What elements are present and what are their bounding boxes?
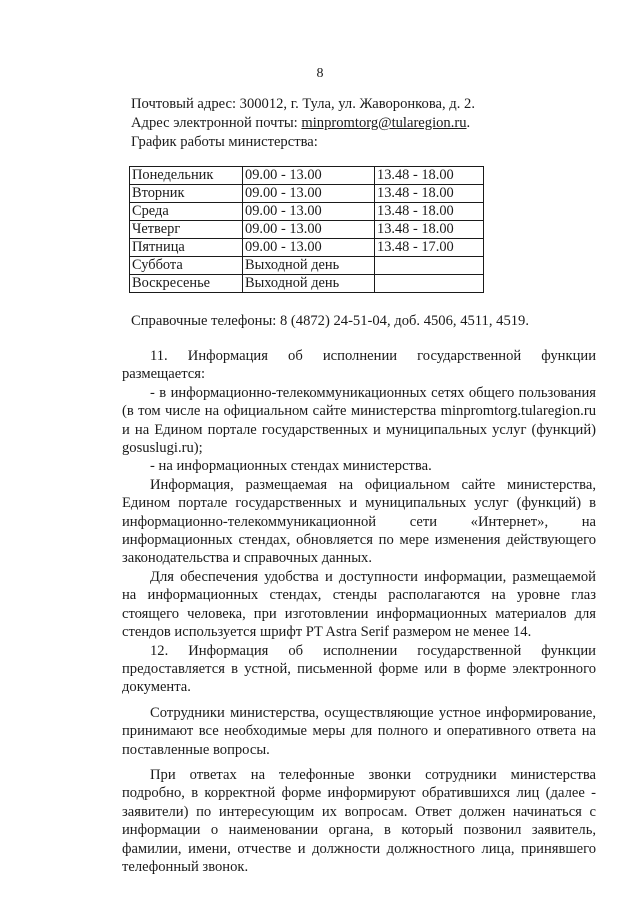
day-cell: Понедельник <box>130 167 243 185</box>
schedule-title: График работы министерства: <box>131 134 318 150</box>
morning-cell: 09.00 - 13.00 <box>243 239 375 257</box>
day-cell: Пятница <box>130 239 243 257</box>
afternoon-cell: 13.48 - 18.00 <box>375 203 484 221</box>
paragraph-info-updates: Информация, размещаемая на официальном сайте министерства, Едином портале государственных и муниципальных услуг (функций) в информационно-телекоммуникационной сети «Интернет», на информационных стендах, обновляется по мере изменения действующего законодательства и справочных данных. <box>122 476 596 567</box>
morning-cell: 09.00 - 13.00 <box>243 221 375 239</box>
paragraph-stand-placement: Для обеспечения удобства и доступности информации, размещаемой на информационных стендах, стенды располагаются на уровне глаз стоящего человека, при изготовлении информационных материалов для стендов используется шрифт PT Astra Serif размером не менее 14. <box>122 568 596 641</box>
day-cell: Вторник <box>130 185 243 203</box>
table-row <box>130 275 484 293</box>
day-cell: Суббота <box>130 257 243 275</box>
email-line <box>131 115 470 132</box>
reference-phones: Справочные телефоны: 8 (4872) 24-51-04, доб. 4506, 4511, 4519. <box>131 313 529 329</box>
table-row <box>130 221 484 239</box>
afternoon-cell: 13.48 - 18.00 <box>375 167 484 185</box>
paragraph-networks: - в информационно-телекоммуникационных сетях общего пользования (в том числе на официальном сайте министерства minpromtorg.tularegion.ru и на Едином портале государственных и муниципальных услуг (функций) gosuslugi.ru); <box>122 384 596 457</box>
paragraph-stands: - на информационных стендах министерства. <box>150 458 432 475</box>
afternoon-cell: 13.48 - 18.00 <box>375 185 484 203</box>
morning-cell: 09.00 - 13.00 <box>243 185 375 203</box>
afternoon-cell <box>375 275 484 293</box>
morning-cell: 09.00 - 13.00 <box>243 167 375 185</box>
email-end: . <box>466 115 471 131</box>
page-number: 8 <box>316 66 324 81</box>
afternoon-cell <box>375 257 484 275</box>
paragraph-phone-calls: При ответах на телефонные звонки сотрудники министерства подробно, в корректной форме информируют обратившихся лиц (далее - заявители) по интересующим их вопросам. Ответ должен начинаться с информации о наименовании органа, в который позвонил заявитель, фамилии, имени, отчестве и должности должностного лица, принявшего телефонный звонок. <box>122 766 596 875</box>
table-row <box>130 239 484 257</box>
table-row <box>130 257 484 275</box>
morning-cell: Выходной день <box>243 275 375 293</box>
paragraph-12: 12. Информация об исполнении государственной функции предоставляется в устной, письменной форме или в форме электронного документа. <box>122 642 596 696</box>
afternoon-cell: 13.48 - 18.00 <box>375 221 484 239</box>
day-cell: Четверг <box>130 221 243 239</box>
email-label: Адрес электронной почты: <box>131 115 298 131</box>
table-row <box>130 185 484 203</box>
paragraph-11: 11. Информация об исполнении государственной функции размещается: <box>122 348 596 383</box>
paragraph-oral-info: Сотрудники министерства, осуществляющие устное информирование, принимают все необходимые меры для полного и оперативного ответа на поставленные вопросы. <box>122 704 596 758</box>
day-cell: Воскресенье <box>130 275 243 293</box>
document-body <box>122 347 596 876</box>
email-link[interactable]: minpromtorg@tularegion.ru <box>301 115 467 131</box>
afternoon-cell: 13.48 - 17.00 <box>375 239 484 257</box>
table-row <box>130 167 484 185</box>
day-cell: Среда <box>130 203 243 221</box>
postal-address: Почтовый адрес: 300012, г. Тула, ул. Жаворонкова, д. 2. <box>131 96 475 112</box>
morning-cell: 09.00 - 13.00 <box>243 203 375 221</box>
schedule-table <box>129 166 484 293</box>
table-row <box>130 203 484 221</box>
morning-cell: Выходной день <box>243 257 375 275</box>
